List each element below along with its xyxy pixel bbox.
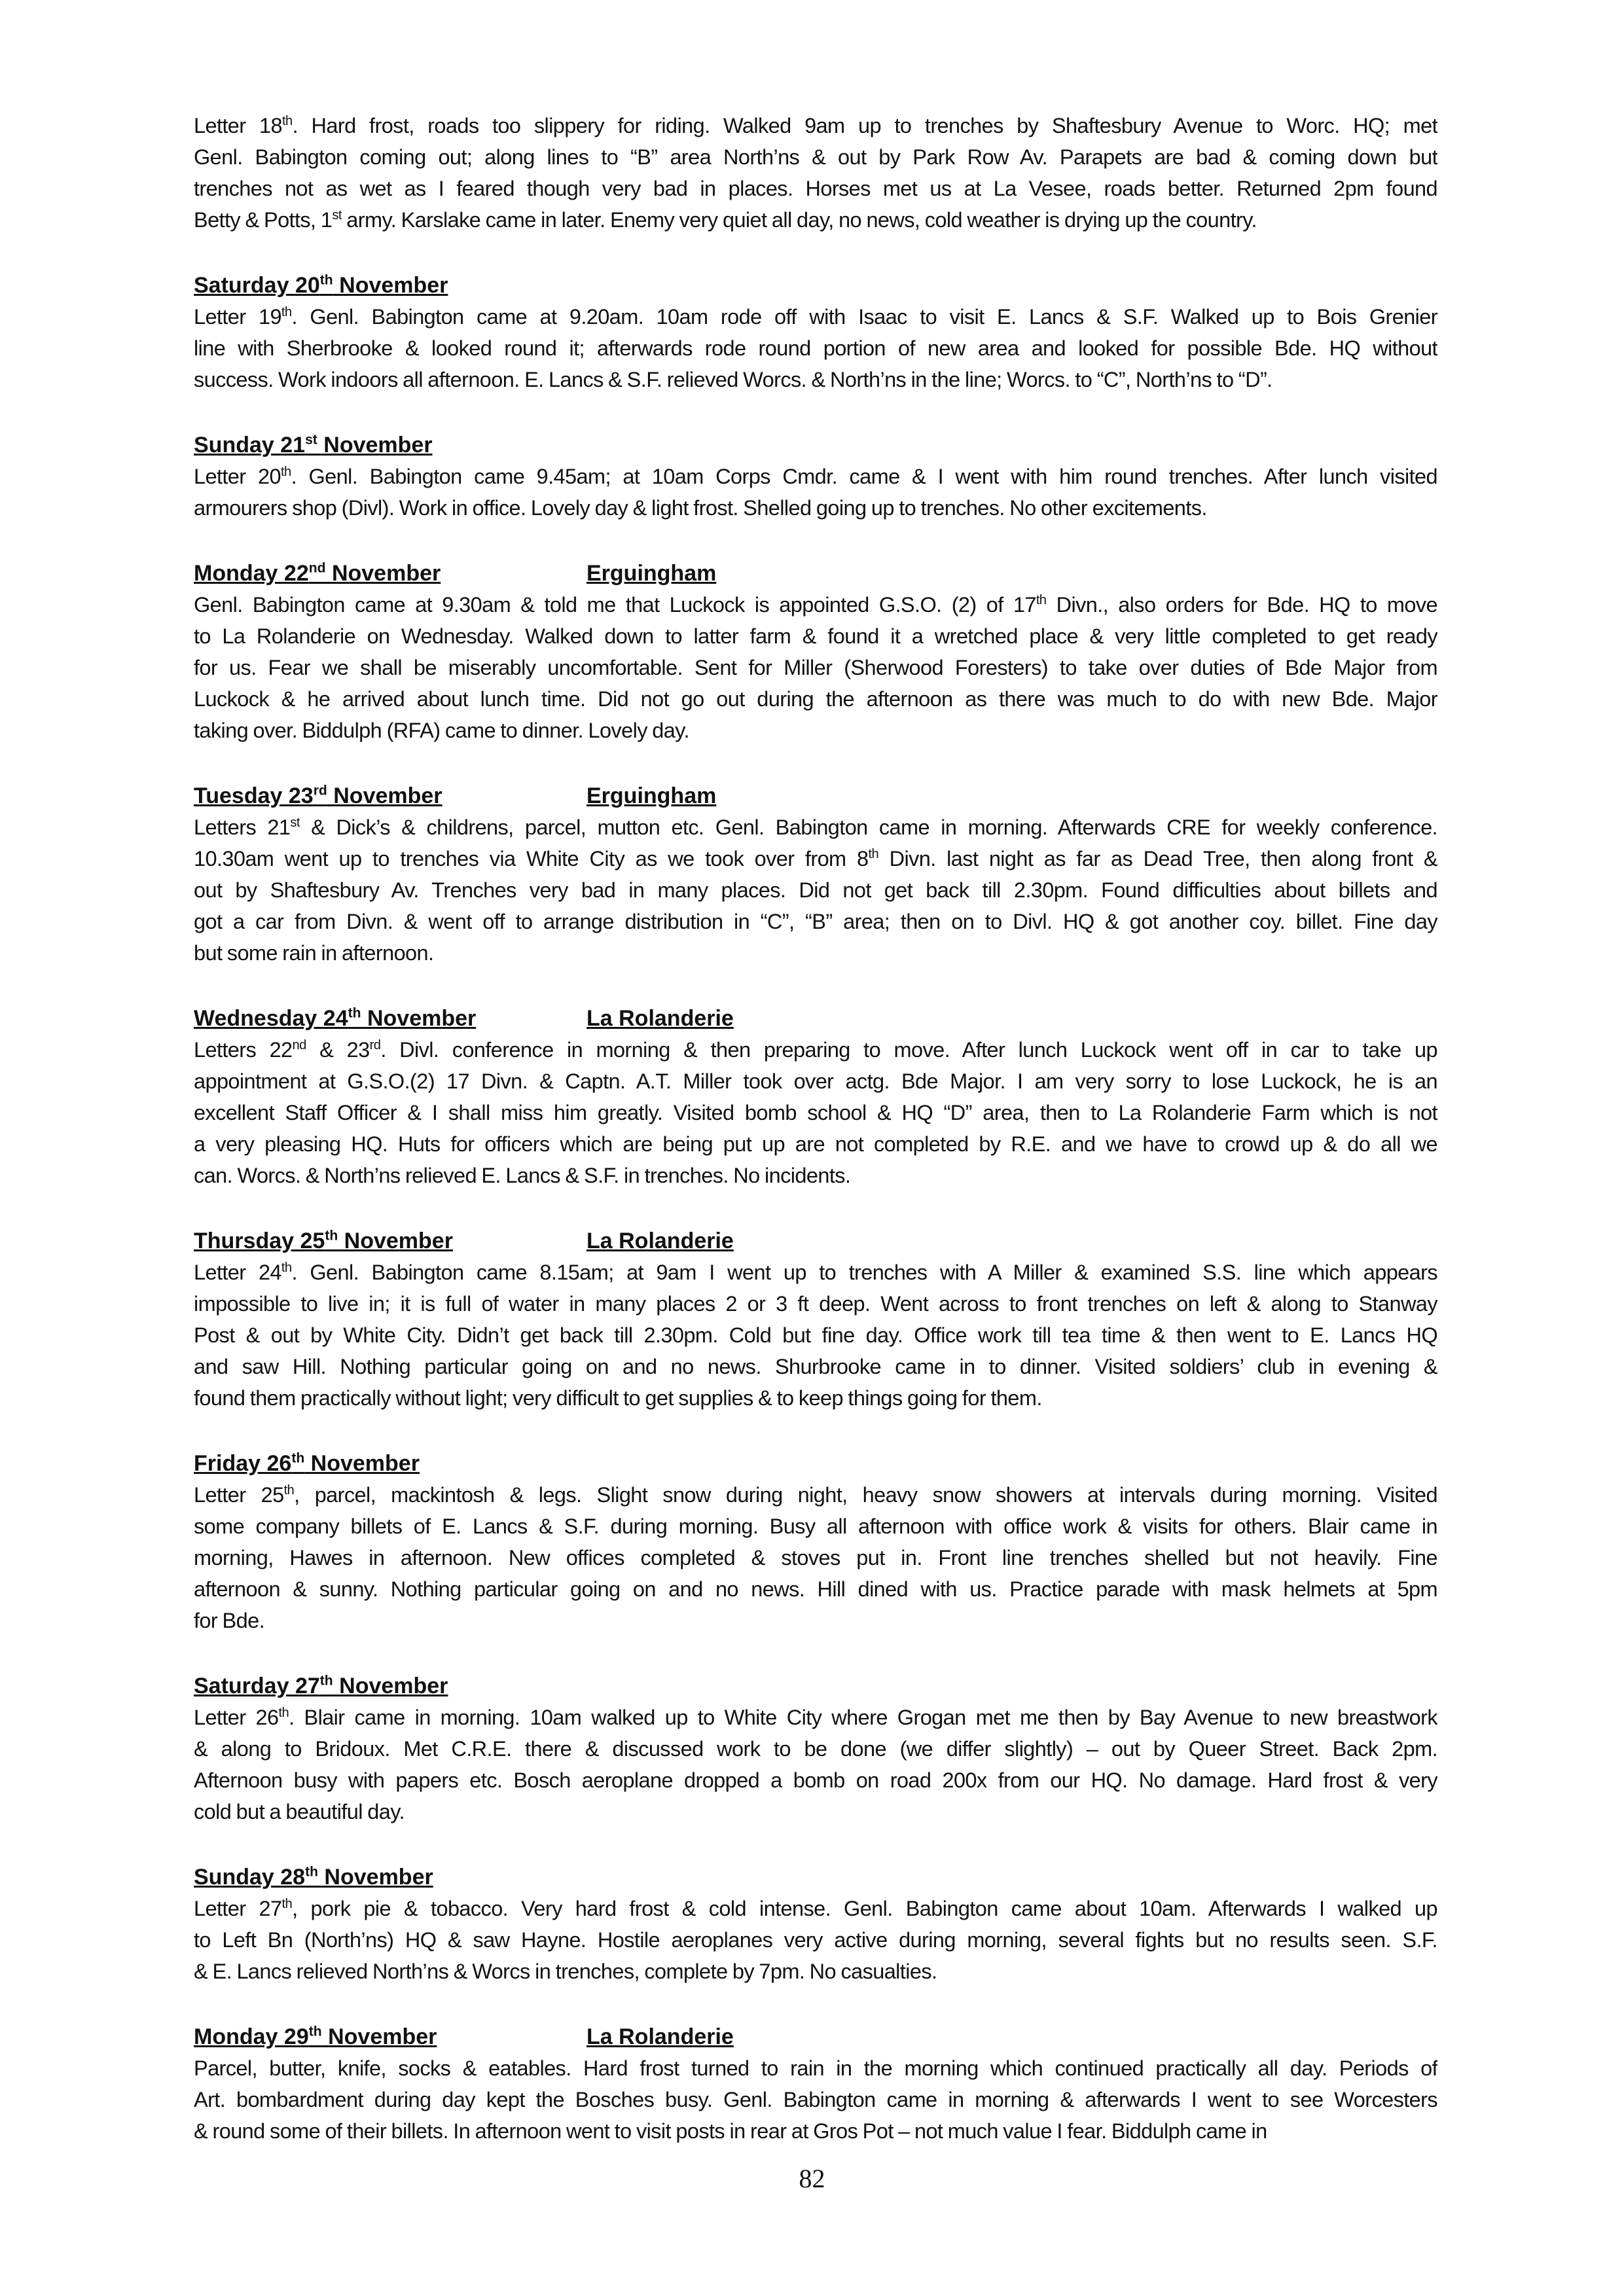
entry-line: got a car from Divn. & went off to arrange distribution in “C”, “B” area; then on to Divl. HQ & got another coy. billet. Fine day: [194, 910, 1437, 933]
entry-text: [194, 1702, 1437, 1827]
entry-heading: [194, 1861, 1437, 1893]
entry-line: Betty & Potts, 1st army. Karslake came in later. Enemy very quiet all day, no news, cold weather is drying up the country.: [194, 208, 1257, 232]
entry-line: Letter 26th. Blair came in morning. 10am walked up to White City where Grogan met me then by Bay Avenue to new breastwork: [194, 1706, 1437, 1729]
entry-date: Wednesday 24th November: [194, 1005, 477, 1031]
entry-line: trenches not as wet as I feared though very bad in places. Horses met us at La Vesee, roads better. Returned 2pm found: [194, 177, 1437, 200]
entry-line: but some rain in afternoon.: [194, 941, 434, 965]
entry-date: Monday 22nd November: [194, 560, 441, 586]
entry-line: impossible to live in; it is full of water in many places 2 or 3 ft deep. Went across to front trenches on left & along to Stanway: [194, 1292, 1437, 1316]
entry-heading: [194, 1448, 1437, 1479]
entry-line: Letter 25th, parcel, mackintosh & legs. Slight snow during night, heavy snow showers at intervals during morning. Visited: [194, 1483, 1437, 1507]
entry-line: a very pleasing HQ. Huts for officers which are being put up are not completed by R.E. and we have to crowd up & do all we: [194, 1132, 1437, 1156]
entry-place: Erguingham: [586, 783, 717, 808]
diary-entry: [194, 1670, 1437, 1827]
entry-line: to La Rolanderie on Wednesday. Walked down to latter farm & found it a wretched place & very little completed to get ready: [194, 624, 1437, 648]
entry-line: excellent Staff Officer & I shall miss him greatly. Visited bomb school & HQ “D” area, then to La Rolanderie Farm which is not: [194, 1101, 1437, 1124]
entry-line: Letter 19th. Genl. Babington came at 9.20am. 10am rode off with Isaac to visit E. Lancs & S.F. Walked up to Bois Grenier: [194, 305, 1437, 329]
entry-heading: [194, 429, 1437, 461]
diary-page: [194, 110, 1437, 2181]
entry-text: [194, 1479, 1437, 1636]
entry-line: morning, Hawes in afternoon. New offices completed & stoves put in. Front line trenches shelled but not heavily. Fine: [194, 1546, 1437, 1570]
entry-line: can. Worcs. & North’ns relieved E. Lancs & S.F. in trenches. No incidents.: [194, 1164, 851, 1187]
entry-line: cold but a beautiful day.: [194, 1800, 405, 1823]
entry-place: La Rolanderie: [586, 2024, 734, 2049]
diary-entry: [194, 1861, 1437, 1987]
diary-entry: [194, 1003, 1437, 1191]
diary-entry: [194, 110, 1437, 236]
entry-line: Letters 21st & Dick’s & childrens, parcel, mutton etc. Genl. Babington came in morning. Afterwards CRE for weekly conference.: [194, 816, 1437, 839]
entry-line: some company billets of E. Lancs & S.F. during morning. Busy all afternoon with office work & visits for others. Blair came in: [194, 1515, 1437, 1538]
entry-place: La Rolanderie: [586, 1229, 734, 1253]
entry-date: Saturday 27th November: [194, 1673, 448, 1698]
entry-line: Art. bombardment during day kept the Bosches busy. Genl. Babington came in morning & afterwards I went to see Worcesters: [194, 2088, 1437, 2111]
entry-heading: [194, 1225, 1437, 1257]
entry-text: [194, 461, 1437, 524]
diary-entry: [194, 1448, 1437, 1636]
diary-entry: [194, 270, 1437, 395]
entry-line: armourers shop (Divl). Work in office. Lovely day & light frost. Shelled going up to trenches. No other excitements.: [194, 496, 1207, 520]
entry-text: [194, 301, 1437, 395]
entry-date: Monday 29th November: [194, 2024, 437, 2049]
entry-line: & round some of their billets. In afternoon went to visit posts in rear at Gros Pot – not much value I fear. Biddulph came in: [194, 2119, 1267, 2143]
entry-line: taking over. Biddulph (RFA) came to dinner. Lovely day.: [194, 719, 689, 742]
entry-text: [194, 1257, 1437, 1414]
entry-line: found them practically without light; very difficult to get supplies & to keep things going for them.: [194, 1386, 1042, 1410]
page-number: 82: [799, 2164, 825, 2193]
entry-line: Afternoon busy with papers etc. Bosch aeroplane dropped a bomb on road 200x from our HQ. No damage. Hard frost & very: [194, 1768, 1437, 1792]
entry-line: & E. Lancs relieved North’ns & Worcs in trenches, complete by 7pm. No casualties.: [194, 1960, 937, 1983]
diary-entry: [194, 780, 1437, 969]
entry-line: to Left Bn (North’ns) HQ & saw Hayne. Hostile aeroplanes very active during morning, several fights but no results seen. S.F.: [194, 1928, 1437, 1952]
entry-place: La Rolanderie: [586, 1006, 734, 1031]
entry-line: and saw Hill. Nothing particular going on and no news. Shurbrooke came in to dinner. Visited soldiers’ club in evening &: [194, 1355, 1437, 1378]
entry-heading: [194, 1003, 1437, 1034]
entry-text: [194, 2053, 1437, 2147]
entry-heading: [194, 270, 1437, 301]
entry-date: Tuesday 23rd November: [194, 783, 442, 808]
entry-place: Erguingham: [586, 561, 717, 586]
entry-line: Genl. Babington coming out; along lines to “B” area North’ns & out by Park Row Av. Parapets are bad & coming down but: [194, 145, 1437, 169]
entry-line: 10.30am went up to trenches via White City as we took over from 8th Divn. last night as far as Dead Tree, then along front &: [194, 847, 1437, 870]
entry-heading: [194, 1670, 1437, 1702]
entry-text: [194, 812, 1437, 969]
entry-text: [194, 1893, 1437, 1987]
entry-line: afternoon & sunny. Nothing particular going on and no news. Hill dined with us. Practice parade with mask helmets at 5pm: [194, 1577, 1437, 1601]
entry-line: Letters 22nd & 23rd. Divl. conference in morning & then preparing to move. After lunch Luckock went off in car to take up: [194, 1038, 1437, 1062]
entry-line: & along to Bridoux. Met C.R.E. there & discussed work to be done (we differ slightly) – out by Queer Street. Back 2pm.: [194, 1737, 1437, 1761]
entry-text: [194, 110, 1437, 236]
diary-entry: [194, 1225, 1437, 1414]
entry-line: Letter 24th. Genl. Babington came 8.15am; at 9am I went up to trenches with A Miller & examined S.S. line which appears: [194, 1261, 1437, 1284]
diary-entry: [194, 558, 1437, 746]
entry-date: Sunday 28th November: [194, 1864, 433, 1890]
entry-heading: [194, 780, 1437, 812]
diary-entry: [194, 2021, 1437, 2147]
diary-entry: [194, 429, 1437, 524]
entry-line: Genl. Babington came at 9.30am & told me that Luckock is appointed G.S.O. (2) of 17th Divn., also orders for Bde. HQ to move: [194, 593, 1437, 617]
entry-line: success. Work indoors all afternoon. E. Lancs & S.F. relieved Worcs. & North’ns in the line; Worcs. to “C”, North’ns to “D”.: [194, 368, 1272, 391]
entry-date: Friday 26th November: [194, 1450, 420, 1476]
entry-heading: [194, 2021, 1437, 2053]
entry-line: out by Shaftesbury Av. Trenches very bad in many places. Did not get back till 2.30pm. Found difficulties about billets and: [194, 878, 1437, 902]
entry-line: Luckock & he arrived about lunch time. Did not go out during the afternoon as there was much to do with new Bde. Major: [194, 687, 1437, 711]
entry-line: Parcel, butter, knife, socks & eatables. Hard frost turned to rain in the morning which continued practically all day. Periods of: [194, 2056, 1437, 2080]
entry-heading: [194, 558, 1437, 589]
entry-line: for us. Fear we shall be miserably uncomfortable. Sent for Miller (Sherwood Foresters) to take over duties of Bde Major from: [194, 656, 1437, 679]
entry-line: for Bde.: [194, 1609, 265, 1632]
entry-line: appointment at G.S.O.(2) 17 Divn. & Captn. A.T. Miller took over actg. Bde Major. I am very sorry to lose Luckock, he is an: [194, 1069, 1437, 1093]
entry-line: Post & out by White City. Didn’t get back till 2.30pm. Cold but fine day. Office work till tea time & then went to E. Lancs HQ: [194, 1323, 1437, 1347]
entry-line: Letter 18th. Hard frost, roads too slippery for riding. Walked 9am up to trenches by Shaftesbury Avenue to Worc. HQ; met: [194, 114, 1437, 137]
entry-date: Thursday 25th November: [194, 1228, 453, 1253]
entry-date: Saturday 20th November: [194, 272, 448, 298]
entry-line: Letter 27th, pork pie & tobacco. Very hard frost & cold intense. Genl. Babington came about 10am. Afterwards I walked up: [194, 1897, 1437, 1920]
entry-text: [194, 589, 1437, 746]
entry-date: Sunday 21st November: [194, 432, 433, 457]
entry-text: [194, 1034, 1437, 1191]
entry-line: line with Sherbrooke & looked round it; afterwards rode round portion of new area and looked for possible Bde. HQ without: [194, 336, 1437, 360]
entry-line: Letter 20th. Genl. Babington came 9.45am; at 10am Corps Cmdr. came & I went with him round trenches. After lunch visited: [194, 465, 1437, 488]
